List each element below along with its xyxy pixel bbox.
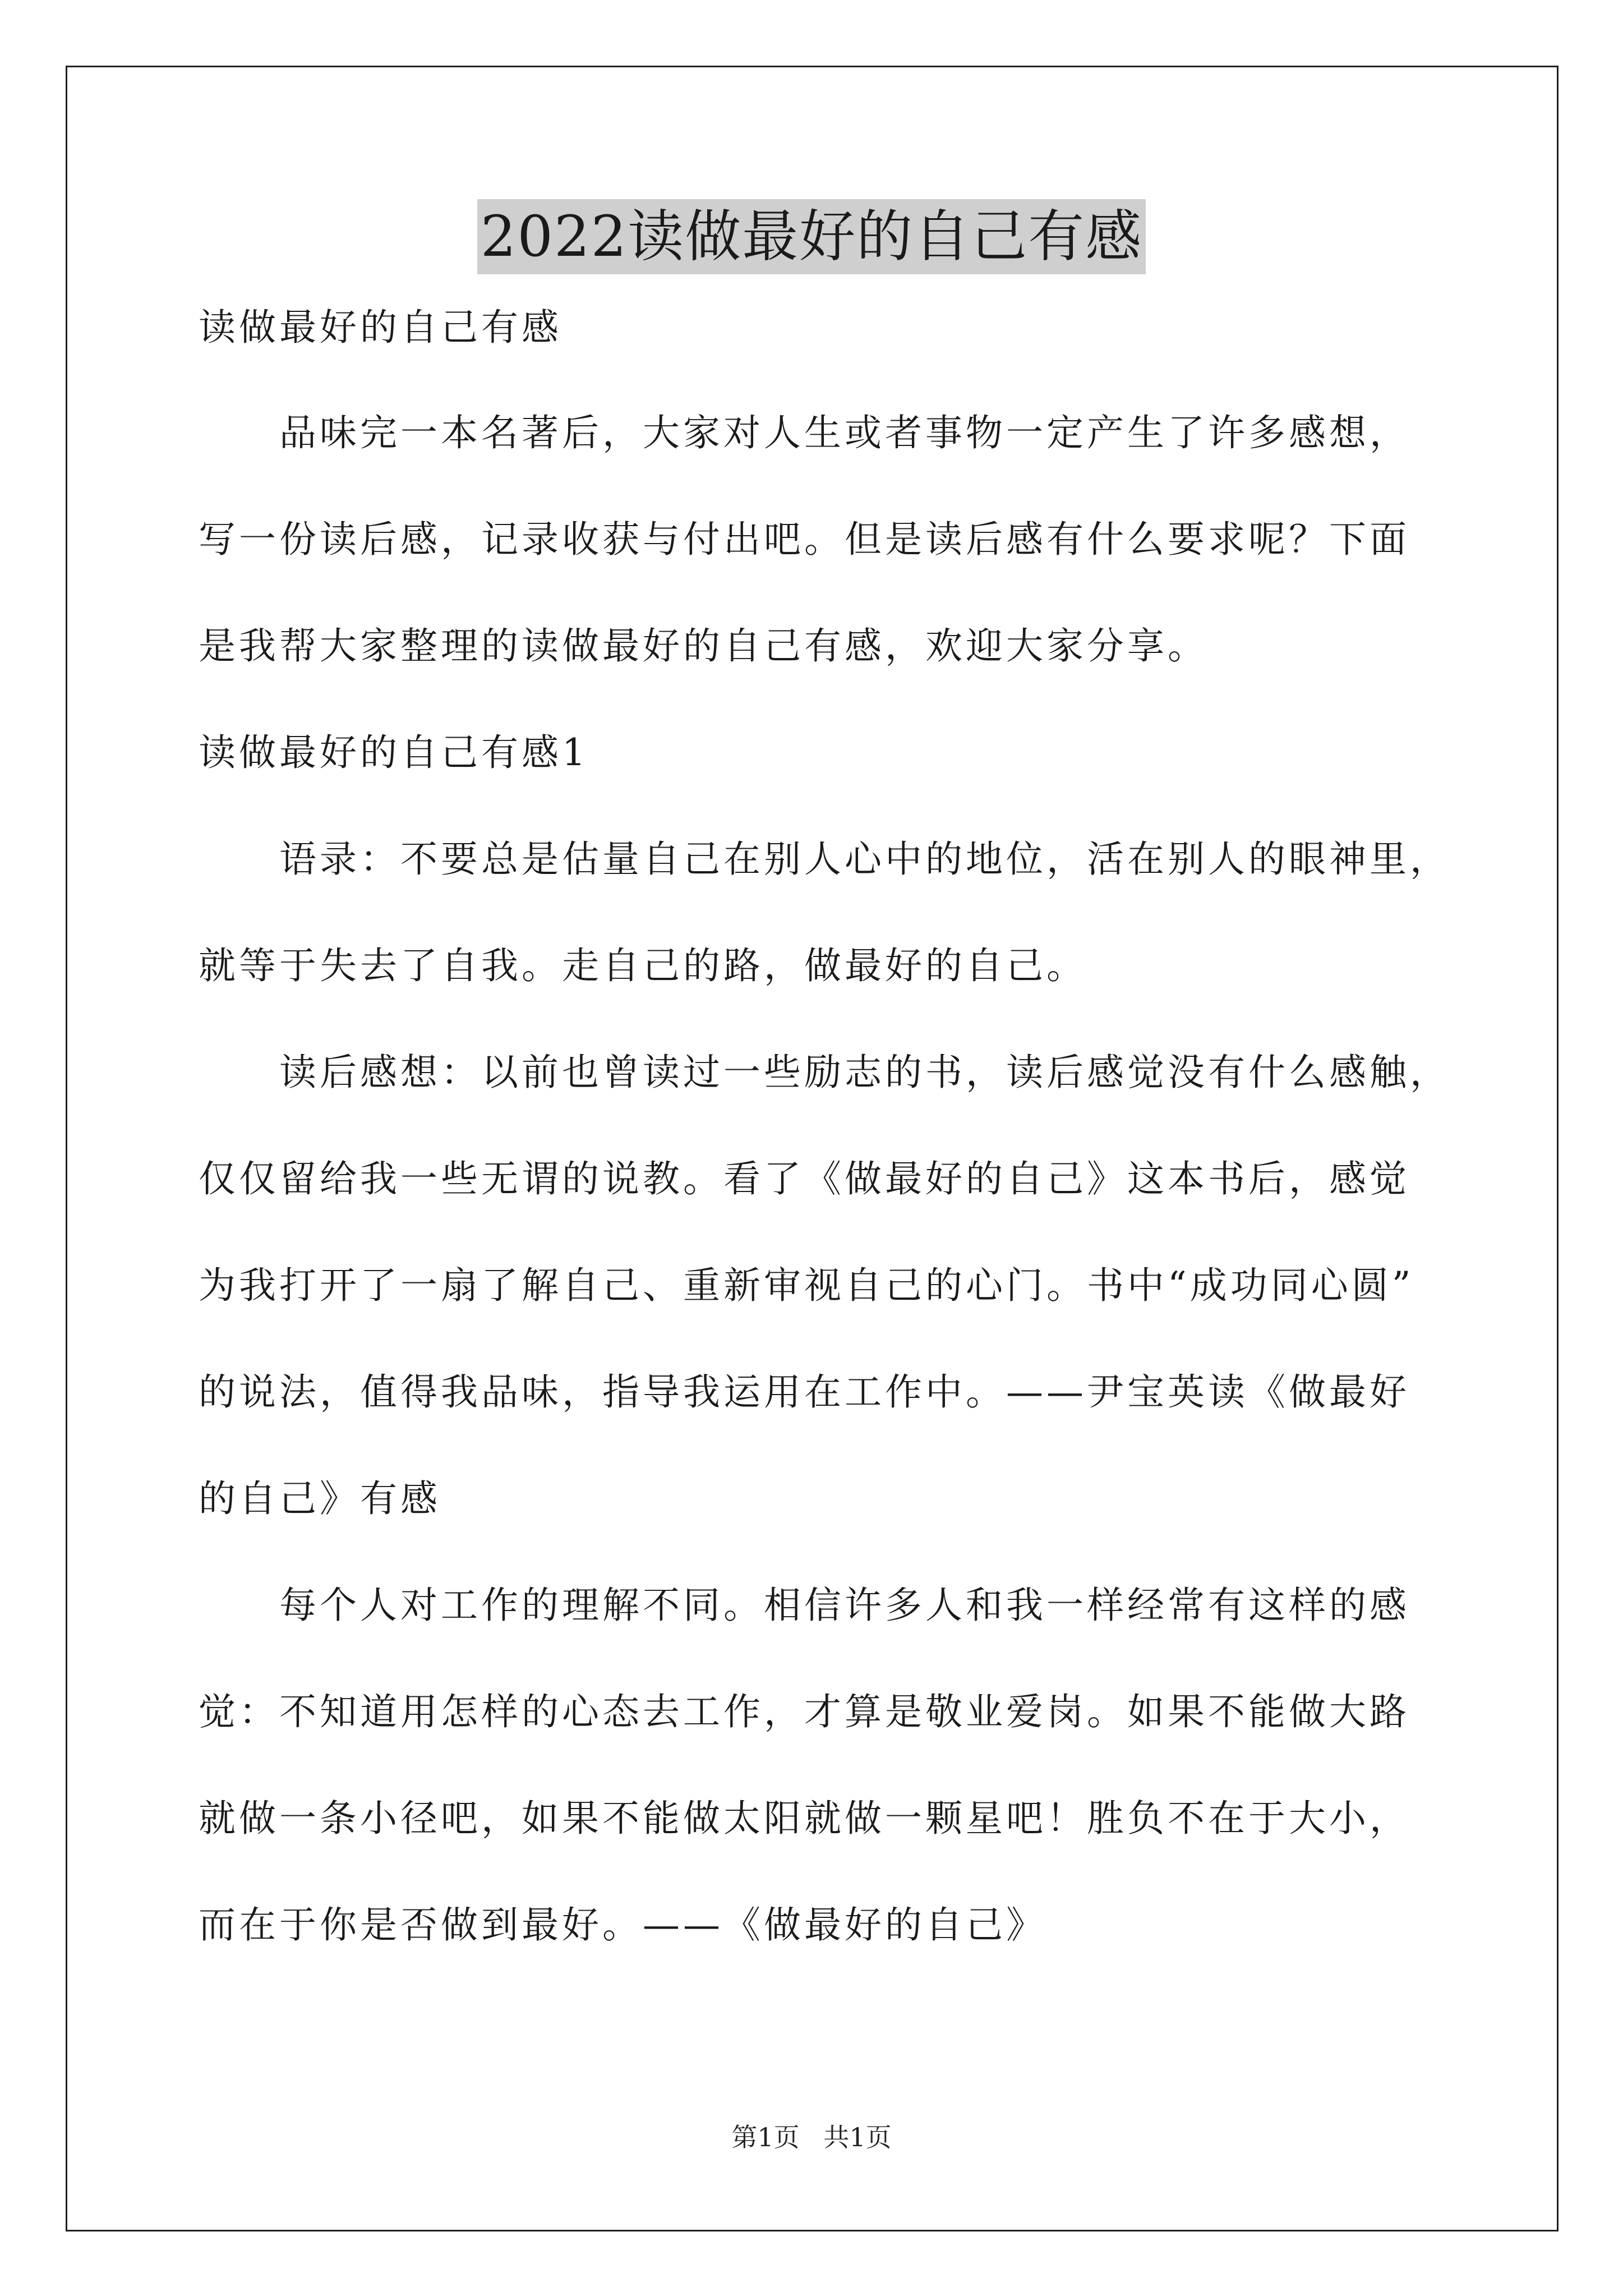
document-title: 2022读做最好的自己有感 [477, 199, 1146, 274]
body-line: 为我打开了一扇了解自己、重新审视自己的心门。书中“成功同心圆” [199, 1264, 1414, 1307]
body-line: 语录：不要总是估量自己在别人心中的地位，活在别人的眼神里， [279, 838, 1450, 881]
body-line: 每个人对工作的理解不同。相信许多人和我一样经常有这样的感 [279, 1584, 1410, 1627]
page-footer [0, 2120, 1623, 2154]
section-heading: 读做最好的自己有感 [199, 306, 562, 349]
body-line: 写一份读后感，记录收获与付出吧。但是读后感有什么要求呢？下面 [199, 518, 1410, 561]
body-line: 的说法，值得我品味，指导我运用在工作中。——尹宝英读《做最好 [199, 1370, 1410, 1414]
body-line: 的自己》有感 [199, 1477, 441, 1520]
body-line: 是我帮大家整理的读做最好的自己有感，欢迎大家分享。 [199, 624, 1208, 668]
body-line: 仅仅留给我一些无谓的说教。看了《做最好的自己》这本书后，感觉 [199, 1157, 1410, 1200]
body-line: 就做一条小径吧，如果不能做太阳就做一颗星吧！胜负不在于大小， [199, 1797, 1410, 1840]
title-container [0, 199, 1623, 274]
body-line: 觉：不知道用怎样的心态去工作，才算是敬业爱岗。如果不能做大路 [199, 1690, 1410, 1733]
body-line: 而在于你是否做到最好。——《做最好的自己》 [199, 1903, 1046, 1947]
body-line: 读后感想：以前也曾读过一些励志的书，读后感觉没有什么感触， [279, 1051, 1450, 1094]
body-line: 就等于失去了自我。走自己的路，做最好的自己。 [199, 944, 1087, 987]
section-heading: 读做最好的自己有感1 [199, 731, 589, 774]
document-body [199, 303, 1450, 1950]
body-line: 品味完一本名著后，大家对人生或者事物一定产生了许多感想， [279, 411, 1410, 454]
page-number: 第1页 [731, 2122, 800, 2152]
page-total: 共1页 [823, 2122, 892, 2152]
